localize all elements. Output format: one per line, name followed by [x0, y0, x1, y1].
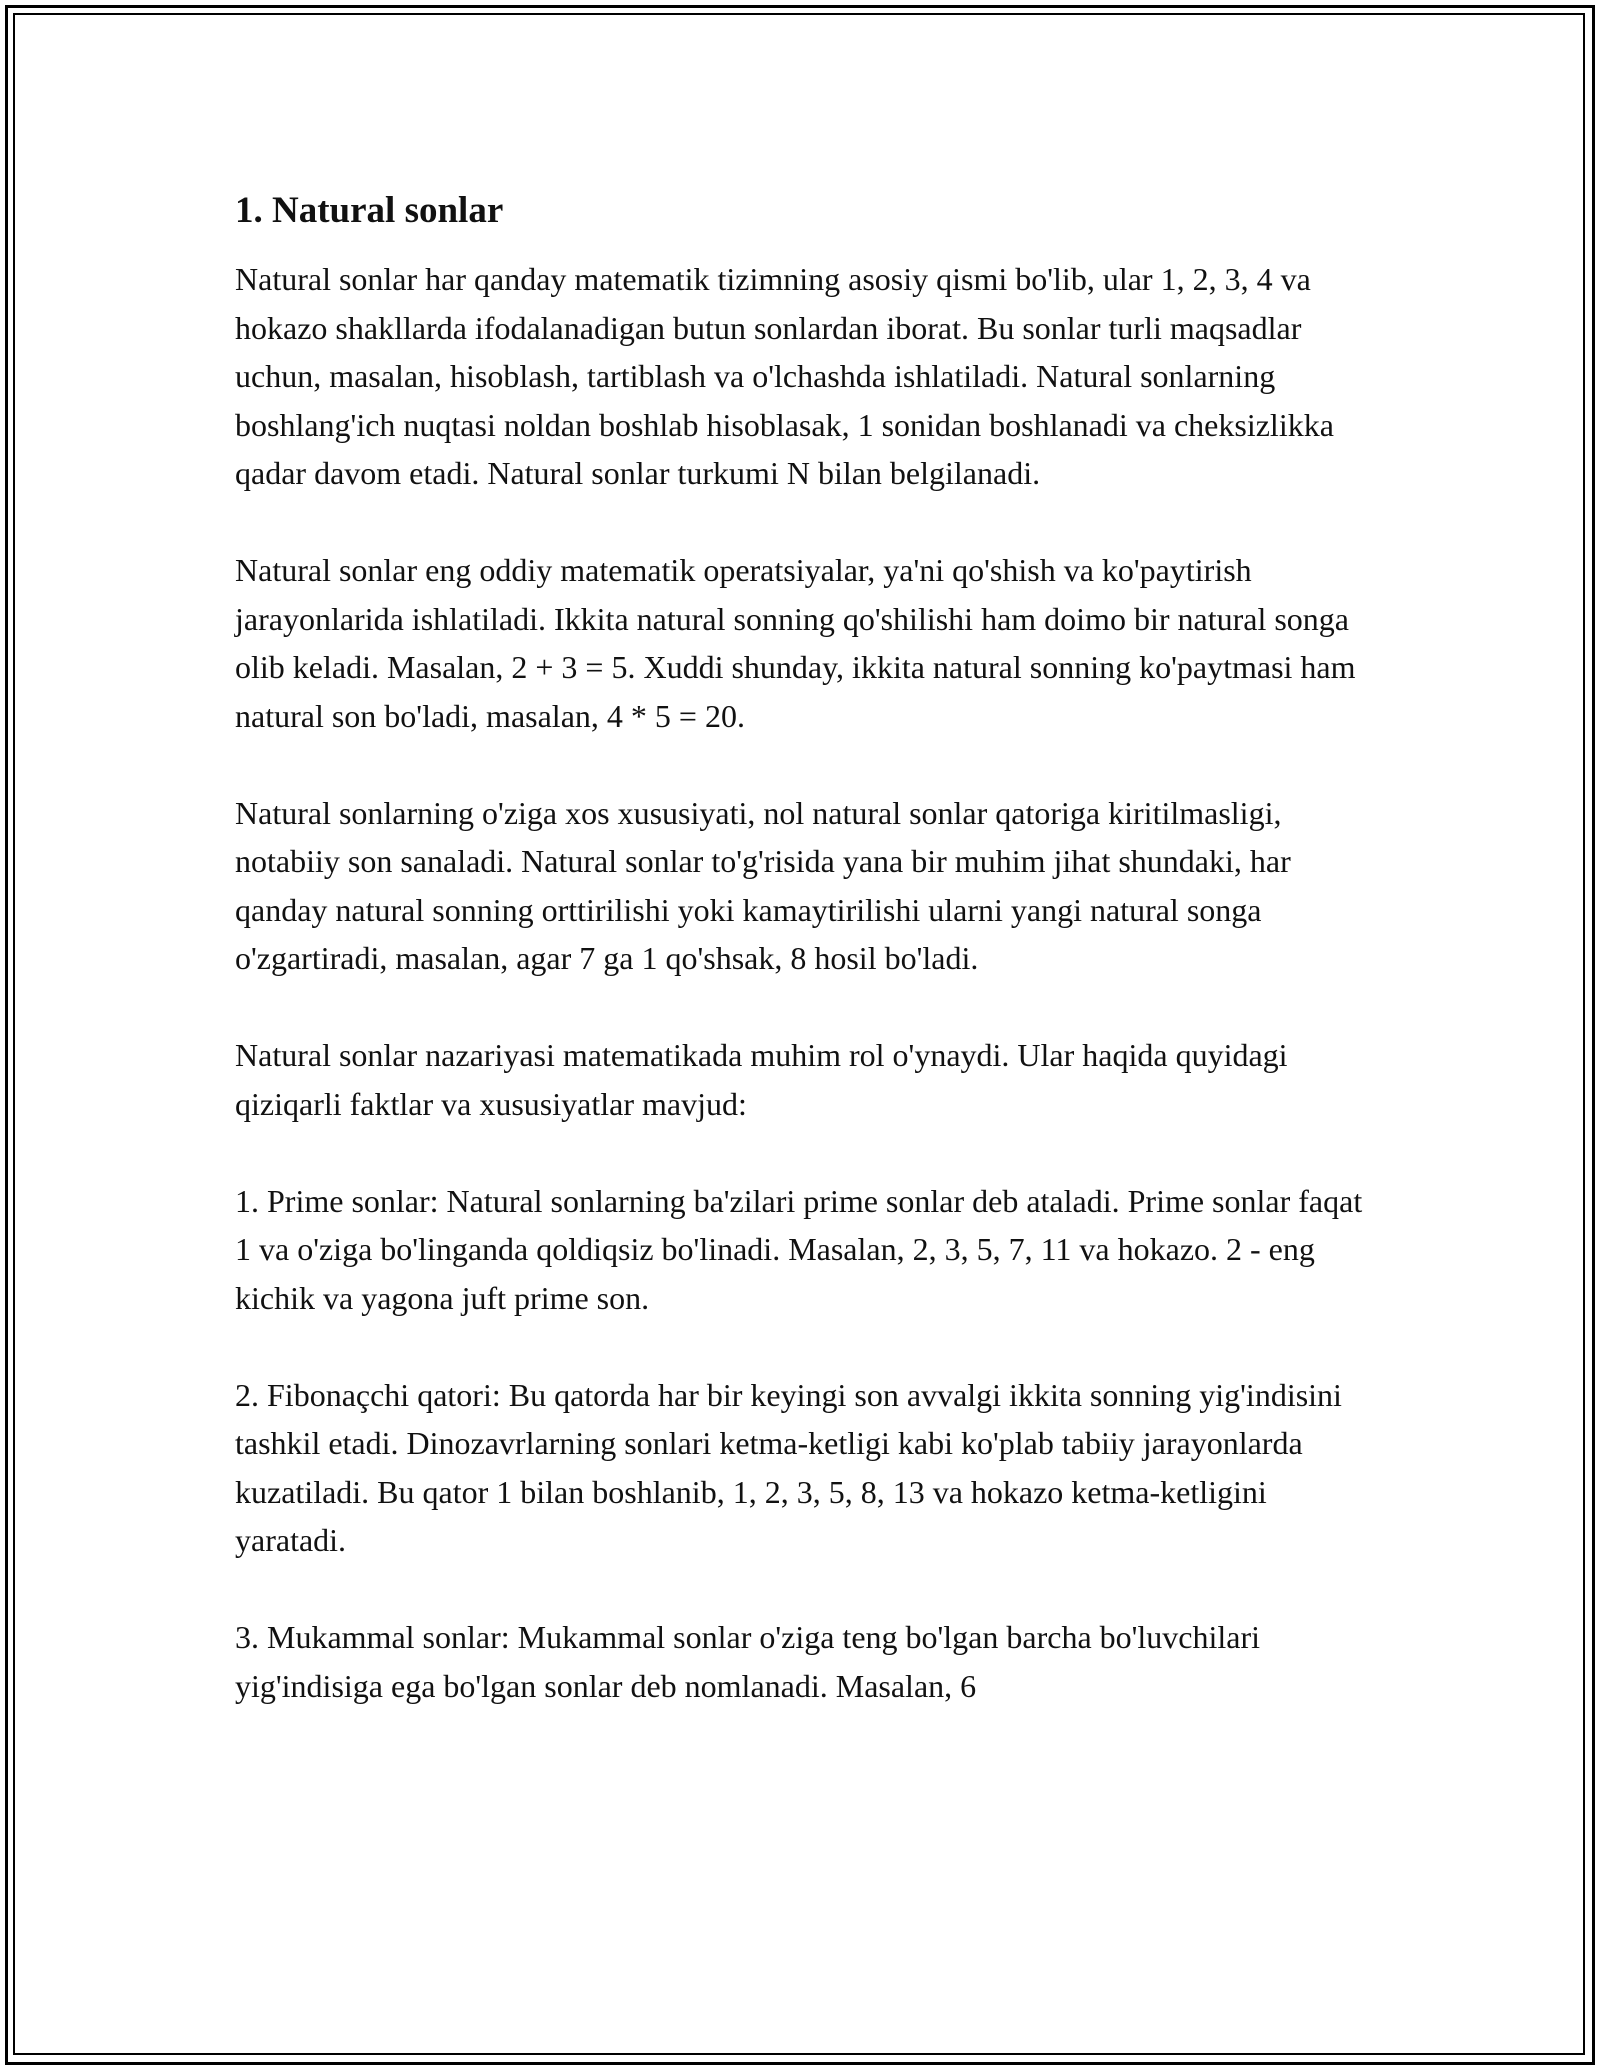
document-body: [235, 185, 1370, 1759]
paragraph-operations: Natural sonlar eng oddiy matematik operatsiyalar, ya'ni qo'shish va ko'paytirish jarayonlarida ishlatiladi. Ikkita natural sonning qo'shilishi ham doimo bir natural songa olib keladi. Masalan, 2 + 3 = 5. Xuddi shunday, ikkita natural sonning ko'paytmasi ham natural son bo'ladi, masalan, 4 * 5 = 20.: [235, 552, 1356, 734]
paragraph-perfect-numbers: 3. Mukammal sonlar: Mukammal sonlar o'ziga teng bo'lgan barcha bo'luvchilari yig'indisiga ega bo'lgan sonlar deb nomlanadi. Masalan, 6: [235, 1619, 1261, 1704]
paragraph-fibonacci: 2. Fibonaçchi qatori: Bu qatorda har bir keyingi son avvalgi ikkita sonning yig'indisini tashkil etadi. Dinozavrlarning sonlari ketma-ketligi kabi ko'plab tabiiy jarayonlarda kuzatiladi. Bu qator 1 bilan boshlanib, 1, 2, 3, 5, 8, 13 va hokazo ketma-ketligini yaratadi.: [235, 1376, 1342, 1558]
paragraph-properties: Natural sonlarning o'ziga xos xususiyati, nol natural sonlar qatoriga kiritilmasligi, notabiiy son sanaladi. Natural sonlar to'g'risida yana bir muhim jihat shundaki, har qanday natural sonning orttirilishi yoki kamaytirilishi ularni yangi natural songa o'zgartiradi, masalan, agar 7 ga 1 qo'shsak, 8 hosil bo'ladi.: [235, 794, 1291, 976]
paragraph-theory: Natural sonlar nazariyasi matematikada muhim rol o'ynaydi. Ular haqida quyidagi qiziqarli faktlar va xususiyatlar mavjud:: [235, 1037, 1288, 1122]
paragraph-prime-numbers: 1. Prime sonlar: Natural sonlarning ba'zilari prime sonlar deb ataladi. Prime sonlar faqat 1 va o'ziga bo'linganda qoldiqsiz bo'linadi. Masalan, 2, 3, 5, 7, 11 va hokazo. 2 - eng kichik va yagona juft prime son.: [235, 1182, 1363, 1316]
section-heading: 1. Natural sonlar: [235, 190, 504, 231]
paragraph-intro: Natural sonlar har qanday matematik tizimning asosiy qismi bo'lib, ular 1, 2, 3, 4 va hokazo shakllarda ifodalanadigan butun sonlardan iborat. Bu sonlar turli maqsadlar uchun, masalan, hisoblash, tartiblash va o'lchashda ishlatiladi. Natural sonlarning boshlang'ich nuqtasi noldan boshlab hisoblasak, 1 sonidan boshlanadi va cheksizlikka qadar davom etadi. Natural sonlar turkumi N bilan belgilanadi.: [235, 261, 1334, 491]
